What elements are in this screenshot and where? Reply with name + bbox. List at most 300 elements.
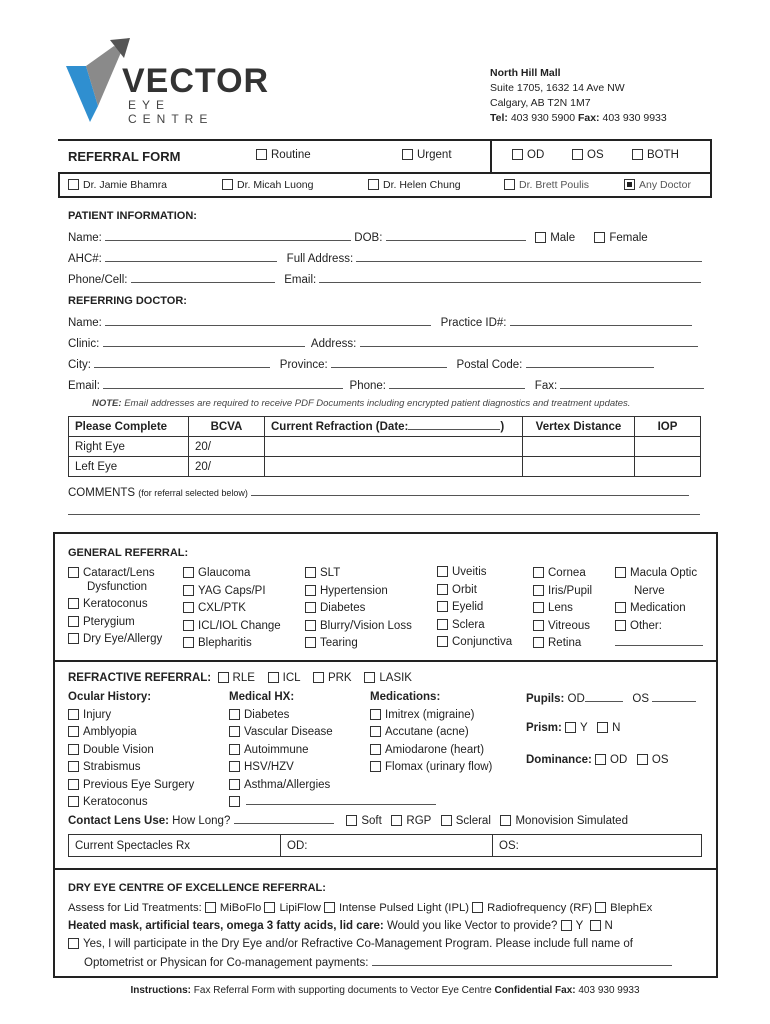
co-management-input[interactable]: [372, 956, 672, 966]
table-row: [69, 437, 701, 457]
dom-od-checkbox[interactable]: [595, 754, 606, 765]
ocular-option[interactable]: [68, 794, 194, 812]
comments-label: COMMENTS: [68, 487, 136, 499]
option-label: Retina: [548, 637, 582, 649]
checkbox[interactable]: [183, 585, 194, 596]
option-label: Keratoconus: [83, 598, 148, 610]
clinic-name: North Hill Mall: [490, 67, 561, 79]
option-label: Strabismus: [83, 761, 141, 773]
heated-question: Would you like Vector to provide?: [386, 920, 558, 932]
patient-name-input[interactable]: [105, 231, 351, 241]
general-option[interactable]: [615, 565, 703, 583]
option-label: HSV/HZV: [244, 761, 294, 773]
general-col-5: [533, 565, 592, 653]
male-label: Male: [550, 232, 576, 244]
checkbox[interactable]: [68, 726, 79, 737]
general-col-2: [183, 565, 281, 653]
assess-label: Assess for Lid Treatments:: [68, 902, 202, 914]
checkbox[interactable]: [68, 796, 79, 807]
ocular-option[interactable]: [68, 742, 194, 760]
fax-value: 403 930 9933: [602, 112, 667, 124]
vertex-cell[interactable]: [523, 437, 635, 457]
general-option[interactable]: [183, 583, 281, 601]
pupils-od-label: OD: [567, 693, 585, 705]
tel-label: Tel:: [490, 112, 508, 124]
general-option[interactable]: [533, 600, 592, 618]
scleral-label: Scleral: [455, 815, 491, 827]
table-header-row: [69, 417, 701, 437]
patient-name-label: Name:: [68, 232, 102, 244]
co-management-row2: [84, 956, 672, 969]
icl-label: ICL: [282, 672, 301, 684]
medical-other-input[interactable]: [246, 795, 436, 805]
ref-name-row: [68, 316, 692, 329]
meds-option[interactable]: [370, 724, 492, 742]
urgent-checkbox[interactable]: [402, 149, 413, 160]
ref-postal-input[interactable]: [526, 358, 654, 368]
dob-input[interactable]: [386, 231, 526, 241]
miboflo-label: MiBoFlo: [219, 902, 262, 914]
option-label: CXL/PTK: [198, 602, 246, 614]
checkbox[interactable]: [183, 637, 194, 648]
pupils-row: [526, 692, 696, 705]
form-title: REFERRAL FORM: [68, 149, 181, 164]
medical-option[interactable]: [229, 777, 436, 795]
phone-label: Phone/Cell:: [68, 274, 128, 286]
prism-y-checkbox[interactable]: [565, 722, 576, 733]
ref-email-label: Email:: [68, 380, 100, 392]
male-checkbox[interactable]: [535, 232, 546, 243]
option-label: Cataract/Lens: [83, 567, 155, 579]
dom-os-label: OS: [651, 754, 669, 766]
row-label: Left Eye: [69, 457, 189, 477]
note-text: Email addresses are required to receive PDF Documents including encrypted patient diagnostics and treatment updates.: [124, 398, 631, 409]
refraction-cell[interactable]: [265, 437, 523, 457]
ref-city-input[interactable]: [94, 358, 270, 368]
miboflo-checkbox[interactable]: [205, 902, 216, 913]
general-option[interactable]: [533, 583, 592, 601]
meds-option[interactable]: [370, 707, 492, 725]
pupils-os-input[interactable]: [652, 692, 696, 702]
checkbox[interactable]: [615, 602, 626, 613]
footer-instr-bold: Instructions:: [130, 985, 191, 996]
comments-row: [68, 486, 689, 499]
other-input[interactable]: [615, 636, 703, 646]
prism-y-label: Y: [580, 722, 588, 734]
os-label: OS: [587, 149, 604, 161]
refraction-date-input[interactable]: [408, 420, 500, 430]
heated-bold: Heated mask, artificial tears, omega 3 fatty acids, lid care:: [68, 920, 384, 932]
general-option[interactable]: [305, 565, 412, 583]
both-checkbox[interactable]: [632, 149, 643, 160]
option-label: Asthma/Allergies: [244, 778, 331, 791]
checkbox[interactable]: [68, 633, 79, 644]
dom-os-checkbox[interactable]: [637, 754, 648, 765]
option-label: Double Vision: [83, 743, 154, 756]
spectacles-os[interactable]: OS:: [493, 835, 702, 857]
checkbox[interactable]: [229, 744, 240, 755]
co-management-checkbox[interactable]: [68, 938, 79, 949]
general-col-1: [68, 565, 162, 649]
checkbox[interactable]: [229, 709, 240, 720]
vertex-cell[interactable]: [523, 457, 635, 477]
doctor-option[interactable]: [68, 179, 167, 191]
meds-option[interactable]: [370, 759, 492, 777]
rf-checkbox[interactable]: [472, 902, 483, 913]
prism-n-checkbox[interactable]: [597, 722, 608, 733]
spectacles-od[interactable]: OD:: [281, 835, 493, 857]
checkbox[interactable]: [229, 726, 240, 737]
option-label: Glaucoma: [198, 567, 251, 579]
checkbox[interactable]: [370, 761, 381, 772]
checkbox[interactable]: [615, 567, 626, 578]
checkbox[interactable]: [370, 709, 381, 720]
practice-id-label: Practice ID#:: [440, 317, 507, 329]
option-label: Tearing: [320, 637, 358, 649]
option-label: SLT: [320, 567, 341, 579]
patient-phone-row: [68, 273, 701, 286]
ocular-option[interactable]: [68, 759, 194, 777]
footer-fax-value: 403 930 9933: [578, 985, 640, 996]
checkbox[interactable]: [68, 744, 79, 755]
table-header: IOP: [635, 417, 701, 437]
rgp-checkbox[interactable]: [391, 815, 402, 826]
checkbox[interactable]: [533, 585, 544, 596]
doctor-option[interactable]: [504, 179, 589, 191]
table-header-refraction: [265, 417, 523, 437]
general-option[interactable]: [68, 614, 162, 632]
option-label: Medication: [630, 602, 686, 614]
ref-name-input[interactable]: [105, 316, 431, 326]
doctor-option[interactable]: [624, 179, 691, 191]
ahc-input[interactable]: [105, 252, 277, 262]
ref-fax-input[interactable]: [560, 379, 704, 389]
option-label: Previous Eye Surgery: [83, 778, 195, 791]
patient-ahc-row: [68, 252, 702, 265]
general-option[interactable]: [305, 600, 412, 618]
general-option[interactable]: [615, 600, 703, 618]
checkbox[interactable]: [68, 761, 79, 772]
general-option[interactable]: [183, 600, 281, 618]
checkbox[interactable]: [533, 620, 544, 631]
bcva-cell[interactable]: 20/: [189, 457, 265, 477]
checkbox[interactable]: [370, 726, 381, 737]
pupils-os-label: OS: [632, 693, 650, 705]
pupils-od-input[interactable]: [585, 692, 623, 702]
table-row: [69, 835, 702, 857]
ref-province-input[interactable]: [331, 358, 447, 368]
general-option[interactable]: [533, 635, 592, 653]
doctor-checkbox-checked[interactable]: [624, 179, 635, 190]
checkbox[interactable]: [305, 637, 316, 648]
option-label: Lens: [548, 602, 573, 614]
row-label: Right Eye: [69, 437, 189, 457]
dry-eye-heading: DRY EYE CENTRE OF EXCELLENCE REFERRAL:: [68, 882, 326, 894]
email-label: Email:: [284, 274, 317, 286]
patient-name-row: [68, 231, 648, 244]
monovision-label: Monovision Simulated: [515, 815, 628, 827]
ref-address-label: Address:: [310, 338, 357, 350]
dominance-row: [526, 754, 669, 766]
clinic-address-line2: Calgary, AB T2N 1M7: [490, 97, 591, 109]
option-label: Cornea: [548, 567, 586, 579]
contact-lens-row: [68, 814, 628, 827]
checkbox[interactable]: [437, 584, 448, 595]
full-address-label: Full Address:: [286, 253, 354, 265]
option-label: Amblyopia: [83, 726, 137, 738]
note-bold: NOTE:: [92, 398, 122, 409]
scleral-checkbox[interactable]: [441, 815, 452, 826]
tel-value: 403 930 5900: [510, 112, 576, 124]
blephex-label: BlephEx: [610, 902, 653, 914]
logo-subtitle: EYE CENTRE: [128, 98, 214, 126]
female-checkbox[interactable]: [594, 232, 605, 243]
dom-od-label: OD: [610, 754, 628, 766]
checkbox[interactable]: [68, 709, 79, 720]
doctor-checkbox[interactable]: [222, 179, 233, 190]
header-divider: [58, 139, 490, 141]
eye-os[interactable]: [572, 149, 604, 161]
checkbox[interactable]: [183, 567, 194, 578]
ref-email-row: [68, 379, 704, 392]
heated-n-checkbox[interactable]: [590, 920, 601, 931]
option-label: Diabetes: [320, 602, 366, 614]
medical-option-other[interactable]: [229, 794, 436, 812]
checkbox[interactable]: [533, 602, 544, 613]
general-option[interactable]: [615, 618, 703, 636]
option-label: ICL/IOL Change: [198, 619, 281, 632]
ocular-heading: Ocular History:: [68, 691, 152, 703]
refraction-close: ): [500, 421, 505, 433]
checkbox[interactable]: [229, 779, 240, 790]
lasik-checkbox[interactable]: [364, 672, 375, 683]
other-input-row: [615, 635, 703, 653]
routine-label: Routine: [271, 149, 311, 161]
doctor-label: Dr. Micah Luong: [237, 179, 314, 191]
ref-postal-label: Postal Code:: [456, 359, 523, 371]
option-label: Amiodarone (heart): [385, 743, 485, 756]
general-col-6: [615, 565, 703, 653]
logo: [64, 36, 270, 126]
doctor-option[interactable]: [222, 179, 313, 191]
clinic-contact: [490, 111, 667, 126]
checkbox[interactable]: [437, 636, 448, 647]
option-label: Orbit: [452, 583, 477, 596]
dob-label: DOB:: [354, 232, 383, 244]
iop-cell[interactable]: [635, 457, 701, 477]
general-col-4: [437, 564, 512, 652]
priority-routine[interactable]: [256, 149, 311, 161]
checkbox[interactable]: [305, 602, 316, 613]
doctor-label: Dr. Jamie Bhamra: [83, 179, 168, 191]
prism-row: [526, 722, 620, 734]
routine-checkbox[interactable]: [256, 149, 267, 160]
checkbox[interactable]: [68, 616, 79, 627]
practice-id-input[interactable]: [510, 316, 692, 326]
general-option[interactable]: [183, 618, 281, 636]
option-label: Iris/Pupil: [548, 584, 593, 597]
checkbox[interactable]: [305, 585, 316, 596]
ref-city-label: City:: [68, 359, 91, 371]
co-management-text: Yes, I will participate in the Dry Eye and/or Refractive Co-Management Program. Please include full name of: [83, 938, 633, 950]
checkbox[interactable]: [183, 620, 194, 631]
meds-option[interactable]: [370, 742, 492, 760]
os-checkbox[interactable]: [572, 149, 583, 160]
checkbox[interactable]: [533, 637, 544, 648]
ocular-option[interactable]: [68, 707, 194, 725]
checkbox[interactable]: [533, 567, 544, 578]
spectacles-table: [68, 834, 702, 857]
ref-city-row: [68, 358, 654, 371]
priority-urgent[interactable]: [402, 149, 452, 161]
general-option[interactable]: [305, 618, 412, 636]
general-option[interactable]: [437, 634, 512, 652]
referring-heading: REFERRING DOCTOR:: [68, 295, 187, 307]
general-option[interactable]: [68, 631, 162, 649]
general-option[interactable]: [437, 564, 512, 582]
table-header: Please Complete: [69, 417, 189, 437]
ocular-option[interactable]: [68, 777, 194, 795]
co-management-row: [68, 938, 633, 950]
meds-heading: Medications:: [370, 691, 441, 703]
ref-name-label: Name:: [68, 317, 102, 329]
general-option[interactable]: [68, 596, 162, 614]
ref-fax-label: Fax:: [534, 380, 558, 392]
ref-province-label: Province:: [279, 359, 328, 371]
general-option[interactable]: [183, 565, 281, 583]
how-long-input[interactable]: [234, 814, 334, 824]
rle-checkbox[interactable]: [218, 672, 229, 683]
email-input[interactable]: [319, 273, 701, 283]
checkbox[interactable]: [305, 567, 316, 578]
checkbox[interactable]: [437, 601, 448, 612]
prism-n-label: N: [612, 722, 621, 734]
option-label: Hypertension: [320, 584, 388, 597]
ocular-option[interactable]: [68, 724, 194, 742]
refraction-cell[interactable]: [265, 457, 523, 477]
table-row: [69, 457, 701, 477]
general-option[interactable]: [305, 583, 412, 601]
heated-y-checkbox[interactable]: [561, 920, 572, 931]
general-option[interactable]: [305, 635, 412, 653]
eye-both[interactable]: [632, 149, 679, 161]
general-option[interactable]: [533, 565, 592, 583]
doctor-checkbox[interactable]: [68, 179, 79, 190]
general-option[interactable]: [533, 618, 592, 636]
option-label: Autoimmune: [244, 743, 309, 756]
option-label: Conjunctiva: [452, 636, 513, 648]
option-label: Pterygium: [83, 615, 135, 628]
checkbox[interactable]: [229, 761, 240, 772]
option-label: Sclera: [452, 618, 485, 631]
doctor-checkbox[interactable]: [368, 179, 379, 190]
od-checkbox[interactable]: [512, 149, 523, 160]
checkbox[interactable]: [370, 744, 381, 755]
prism-label: Prism:: [526, 722, 562, 734]
soft-label: Soft: [361, 815, 382, 827]
spectacles-label: Current Spectacles Rx: [69, 835, 281, 857]
option-label: Macula Optic: [630, 567, 698, 579]
logo-name: VECTOR: [122, 62, 270, 100]
ref-clinic-input[interactable]: [103, 337, 305, 347]
rle-label: RLE: [232, 672, 255, 684]
ref-email-input[interactable]: [103, 379, 343, 389]
comments-sub: (for referral selected below): [138, 488, 248, 498]
general-option-cont: Dysfunction: [87, 580, 148, 593]
dominance-label: Dominance:: [526, 754, 592, 766]
checkbox[interactable]: [615, 620, 626, 631]
general-option[interactable]: [183, 635, 281, 653]
comments-input[interactable]: [251, 486, 689, 496]
ref-phone-input[interactable]: [389, 379, 525, 389]
iop-cell[interactable]: [635, 437, 701, 457]
doctor-checkbox[interactable]: [504, 179, 515, 190]
ipl-label: Intense Pulsed Light (IPL): [339, 902, 470, 914]
doctor-option[interactable]: [368, 179, 461, 191]
blephex-checkbox[interactable]: [595, 902, 606, 913]
prk-checkbox[interactable]: [313, 672, 324, 683]
general-option[interactable]: [437, 582, 512, 600]
eye-od[interactable]: [512, 149, 544, 161]
prk-label: PRK: [327, 672, 352, 684]
lipiflow-checkbox[interactable]: [264, 902, 275, 913]
ipl-checkbox[interactable]: [324, 902, 335, 913]
icl-checkbox[interactable]: [268, 672, 279, 683]
option-label: Imitrex (migraine): [385, 708, 475, 721]
option-label: Blurry/Vision Loss: [320, 619, 412, 632]
phone-input[interactable]: [131, 273, 275, 283]
general-option[interactable]: [437, 599, 512, 617]
heated-y-label: Y: [575, 920, 584, 932]
general-option-cont: Nerve: [634, 584, 665, 597]
ref-phone-label: Phone:: [349, 380, 386, 392]
ref-clinic-row: [68, 337, 698, 350]
doctor-label: Dr. Brett Poulis: [519, 179, 590, 191]
full-address-input[interactable]: [356, 252, 702, 262]
footer-instr-text: Fax Referral Form with supporting documents to Vector Eye Centre: [193, 985, 492, 996]
checkbox[interactable]: [68, 567, 79, 578]
ref-clinic-label: Clinic:: [68, 338, 100, 350]
checkbox[interactable]: [68, 779, 79, 790]
ref-address-input[interactable]: [360, 337, 698, 347]
clinic-address: [490, 66, 667, 126]
option-label: Flomax (urinary flow): [385, 761, 493, 773]
lipiflow-label: LipiFlow: [279, 902, 321, 914]
checkbox[interactable]: [68, 598, 79, 609]
checkbox[interactable]: [229, 796, 240, 807]
monovision-checkbox[interactable]: [500, 815, 511, 826]
general-option[interactable]: [437, 617, 512, 635]
option-label: Dry Eye/Allergy: [83, 633, 163, 645]
comments-input-line2[interactable]: [68, 505, 700, 515]
option-label: Accutane (acne): [385, 726, 469, 738]
lid-treatments-row: [68, 902, 652, 914]
checkbox[interactable]: [183, 602, 194, 613]
rgp-label: RGP: [406, 815, 432, 827]
bcva-cell[interactable]: 20/: [189, 437, 265, 457]
pupils-label: Pupils:: [526, 693, 565, 705]
clinic-address-line1: Suite 1705, 1632 14 Ave NW: [490, 82, 625, 94]
checkbox[interactable]: [305, 620, 316, 631]
od-label: OD: [527, 149, 545, 161]
urgent-label: Urgent: [417, 149, 452, 161]
checkbox[interactable]: [437, 619, 448, 630]
co-management-text2: Optometrist or Physican for Co-management payments:: [84, 957, 369, 969]
soft-checkbox[interactable]: [346, 815, 357, 826]
option-label: YAG Caps/PI: [198, 584, 266, 597]
checkbox[interactable]: [437, 566, 448, 577]
table-header: Vertex Distance: [523, 417, 635, 437]
